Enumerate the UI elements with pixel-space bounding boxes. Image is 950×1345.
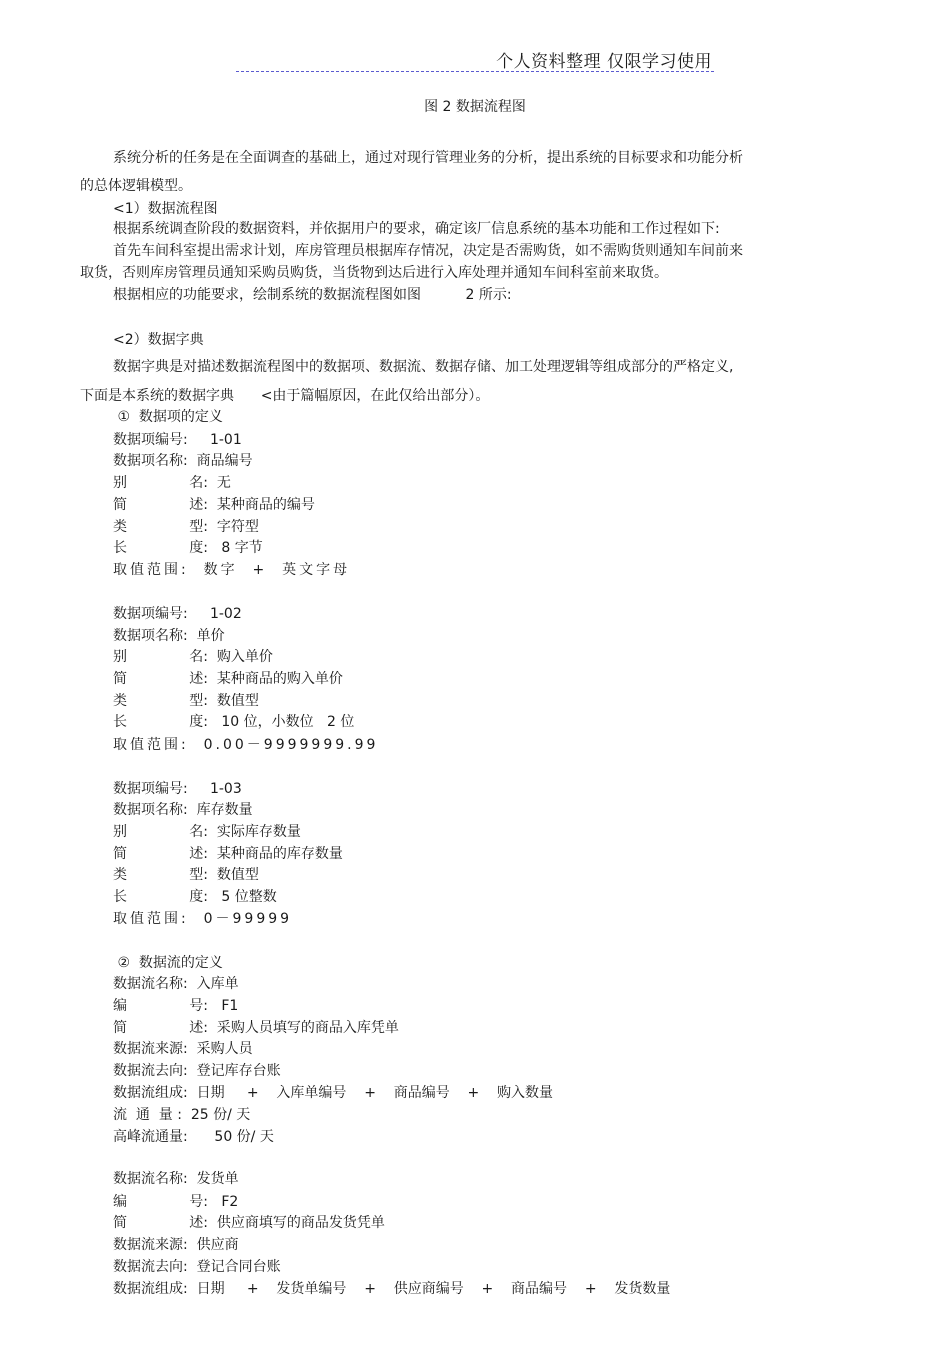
item-field: 简 述: 某种商品的编号	[113, 497, 315, 513]
flow-field: 简 述: 供应商填写的商品发货凭单	[113, 1215, 385, 1231]
flow-field: 数据流名称: 入库单	[113, 976, 239, 992]
paragraph-line: 根据相应的功能要求，绘制系统的数据流程图如图 2 所示:	[113, 287, 512, 303]
item-field: 数据项编号: 1-01	[113, 432, 242, 448]
section-heading: <2）数据字典	[113, 332, 204, 348]
item-field: 类 型: 数值型	[113, 693, 259, 709]
flow-field: 编 号: F2	[113, 1194, 239, 1210]
item-field: 类 型: 数值型	[113, 867, 259, 883]
item-field: 类 型: 字符型	[113, 519, 259, 535]
flow-field: 流 通 量 : 25 份/ 天	[113, 1107, 251, 1123]
item-field: 取值范围: 数字 + 英文字母	[113, 562, 351, 578]
flow-field: 简 述: 采购人员填写的商品入库凭单	[113, 1020, 399, 1036]
item-field: 简 述: 某种商品的购入单价	[113, 671, 343, 687]
flow-field: 数据流组成: 日期 + 发货单编号 + 供应商编号 + 商品编号 + 发货数量	[113, 1281, 671, 1297]
item-field: 数据项名称: 单价	[113, 628, 225, 644]
flow-field: 数据流去向: 登记合同台账	[113, 1259, 281, 1275]
flow-field: 数据流名称: 发货单	[113, 1171, 239, 1187]
section-heading: <1）数据流程图	[113, 201, 218, 217]
item-field: 长 度: 8 字节	[113, 540, 263, 556]
header-text: 个人资料整理 仅限学习使用	[496, 52, 712, 72]
item-field: 简 述: 某种商品的库存数量	[113, 846, 343, 862]
flow-field: 数据流去向: 登记库存台账	[113, 1063, 281, 1079]
paragraph-line: 下面是本系统的数据字典 <由于篇幅原因，在此仅给出部分）。	[80, 388, 490, 404]
item-field: 数据项名称: 商品编号	[113, 453, 253, 469]
flow-field: 编 号: F1	[113, 998, 239, 1014]
item-field: 别 名: 购入单价	[113, 649, 273, 665]
item-field: 长 度: 5 位整数	[113, 889, 277, 905]
paragraph-line: 根据系统调查阶段的数据资料，并依据用户的要求，确定该厂信息系统的基本功能和工作过程如下:	[113, 221, 720, 237]
paragraph-line: 数据字典是对描述数据流程图中的数据项、数据流、数据存储、加工处理逻辑等组成部分的严格定义,	[113, 359, 734, 375]
item-field: 别 名: 无	[113, 475, 231, 491]
paragraph-line: 系统分析的任务是在全面调查的基础上，通过对现行管理业务的分析，提出系统的目标要求和功能分析	[113, 150, 743, 166]
paragraph-line: 取货，否则库房管理员通知采购员购货，当货物到达后进行入库处理并通知车间科室前来取货。	[80, 265, 668, 281]
flow-field: 数据流来源: 采购人员	[113, 1041, 253, 1057]
paragraph-line: 首先车间科室提出需求计划，库房管理员根据库存情况，决定是否需购货，如不需购货则通知车间前来	[113, 243, 743, 259]
page-header	[236, 47, 714, 72]
subsection-heading: ① 数据项的定义	[113, 409, 223, 425]
item-field: 长 度: 10 位，小数位 2 位	[113, 714, 355, 730]
flow-field: 数据流来源: 供应商	[113, 1237, 239, 1253]
item-field: 数据项编号: 1-03	[113, 781, 242, 797]
flow-field: 高峰流通量: 50 份/ 天	[113, 1129, 274, 1145]
paragraph-line: 的总体逻辑模型。	[80, 178, 192, 194]
item-field: 数据项编号: 1-02	[113, 606, 242, 622]
figure-caption: 图 2 数据流程图	[424, 99, 526, 115]
item-field: 取值范围: 0－99999	[113, 911, 293, 927]
item-field: 别 名: 实际库存数量	[113, 824, 301, 840]
item-field: 取值范围: 0.00－9999999.99	[113, 737, 379, 753]
item-field: 数据项名称: 库存数量	[113, 802, 253, 818]
flow-field: 数据流组成: 日期 + 入库单编号 + 商品编号 + 购入数量	[113, 1085, 554, 1101]
subsection-heading: ② 数据流的定义	[113, 955, 223, 971]
